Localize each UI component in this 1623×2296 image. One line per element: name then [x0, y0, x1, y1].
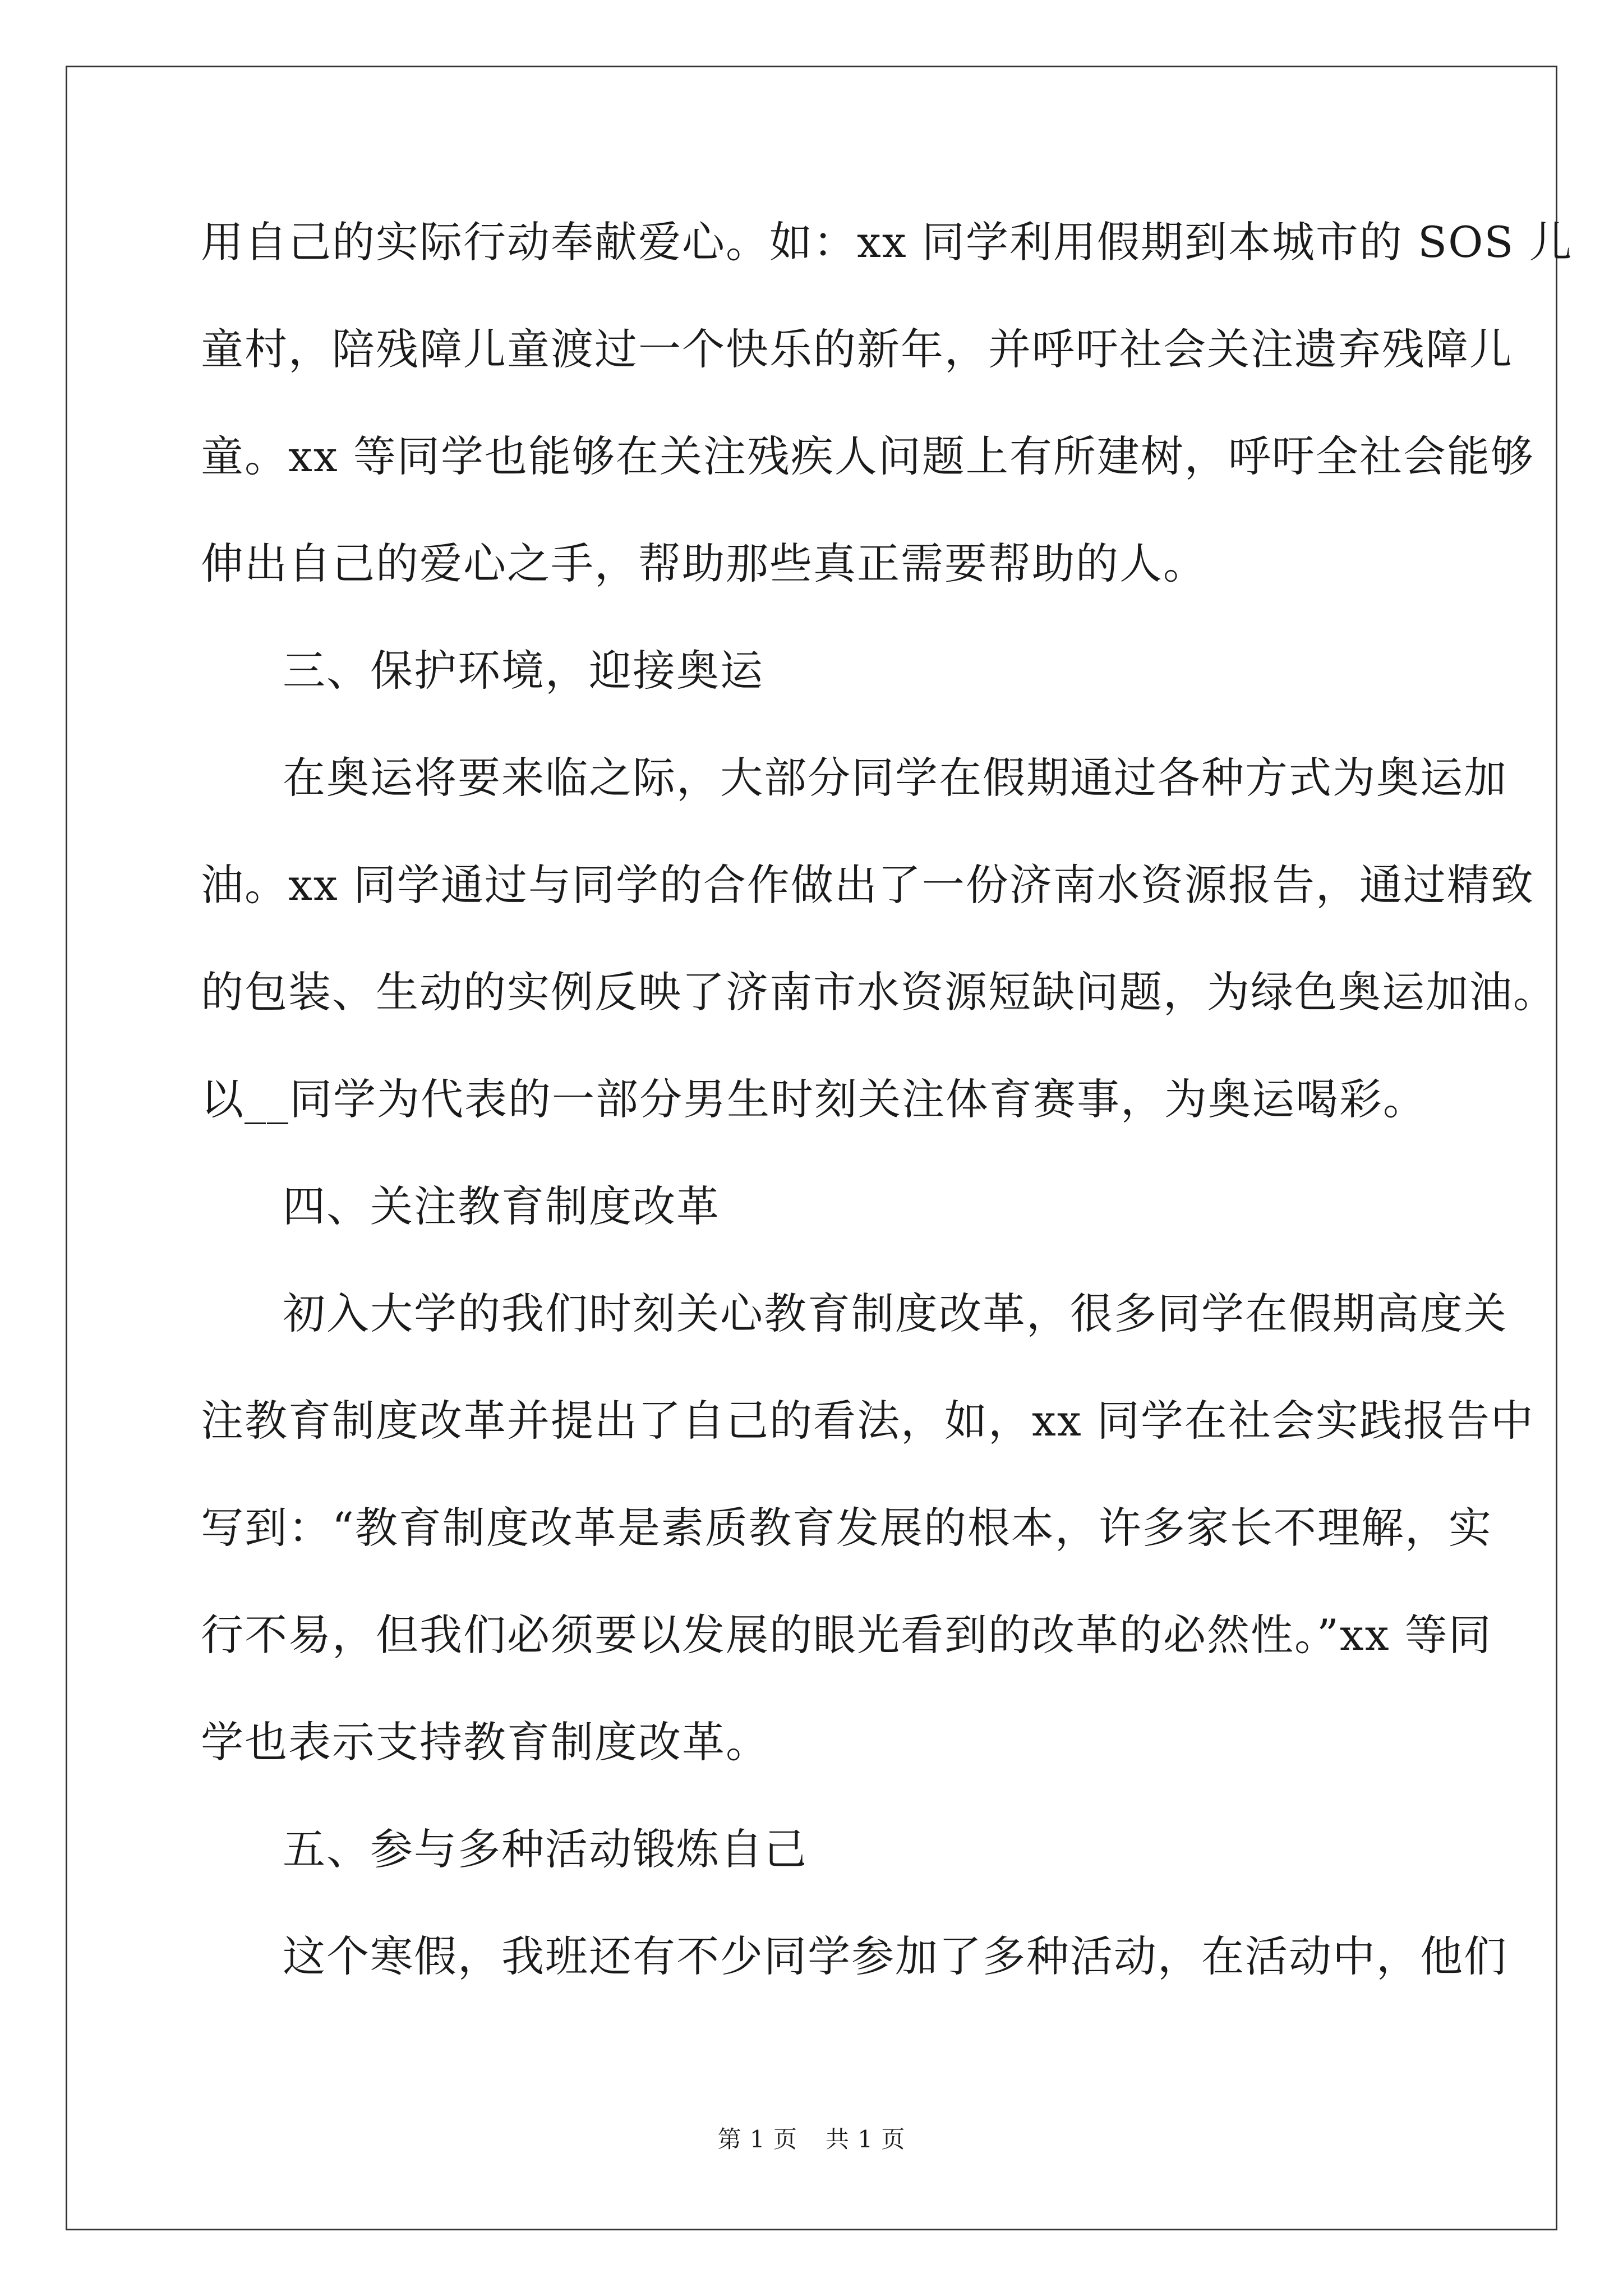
body-text-line: 伸出自己的爱心之手，帮助那些真正需要帮助的人。: [201, 539, 1207, 588]
document-body: [201, 211, 1573, 2032]
body-text-line: 油。xx 同学通过与同学的合作做出了一份济南水资源报告，通过精致: [201, 860, 1534, 910]
paragraph-first-line: 这个寒假，我班还有不少同学参加了多种活动，在活动中，他们: [283, 1931, 1507, 1981]
body-text-line: 以__同学为代表的一部分男生时刻关注体育赛事，为奥运喝彩。: [201, 1074, 1427, 1124]
body-text-line: 用自己的实际行动奉献爱心。如：xx 同学利用假期到本城市的 SOS 儿: [201, 217, 1573, 267]
body-text-line: 行不易，但我们必须要以发展的眼光看到的改革的必然性。”xx 等同: [201, 1610, 1492, 1660]
page-total: 共 1 页: [826, 2125, 906, 2153]
page-footer: [0, 2123, 1623, 2156]
body-text-line: 注教育制度改革并提出了自己的看法，如，xx 同学在社会实践报告中: [201, 1396, 1534, 1446]
body-text-line: 的包装、生动的实例反映了济南市水资源短缺问题，为绿色奥运加油。: [201, 967, 1557, 1017]
body-text-line: 学也表示支持教育制度改革。: [201, 1717, 769, 1767]
body-text-line: 童村，陪残障儿童渡过一个快乐的新年，并呼吁社会关注遗弃残障儿: [201, 324, 1513, 374]
body-text-line: 写到：“教育制度改革是素质教育发展的根本，许多家长不理解，实: [201, 1503, 1492, 1553]
paragraph-first-line: 在奥运将要来临之际，大部分同学在假期通过各种方式为奥运加: [283, 753, 1507, 803]
section-heading: 五、参与多种活动锻炼自己: [283, 1824, 808, 1874]
paragraph-first-line: 初入大学的我们时刻关心教育制度改革，很多同学在假期高度关: [283, 1289, 1507, 1338]
body-text-line: 童。xx 等同学也能够在关注残疾人问题上有所建树，呼吁全社会能够: [201, 431, 1534, 481]
page-number: 第 1 页: [717, 2125, 797, 2153]
section-heading: 四、关注教育制度改革: [283, 1181, 720, 1231]
section-heading: 三、保护环境，迎接奥运: [283, 646, 764, 696]
